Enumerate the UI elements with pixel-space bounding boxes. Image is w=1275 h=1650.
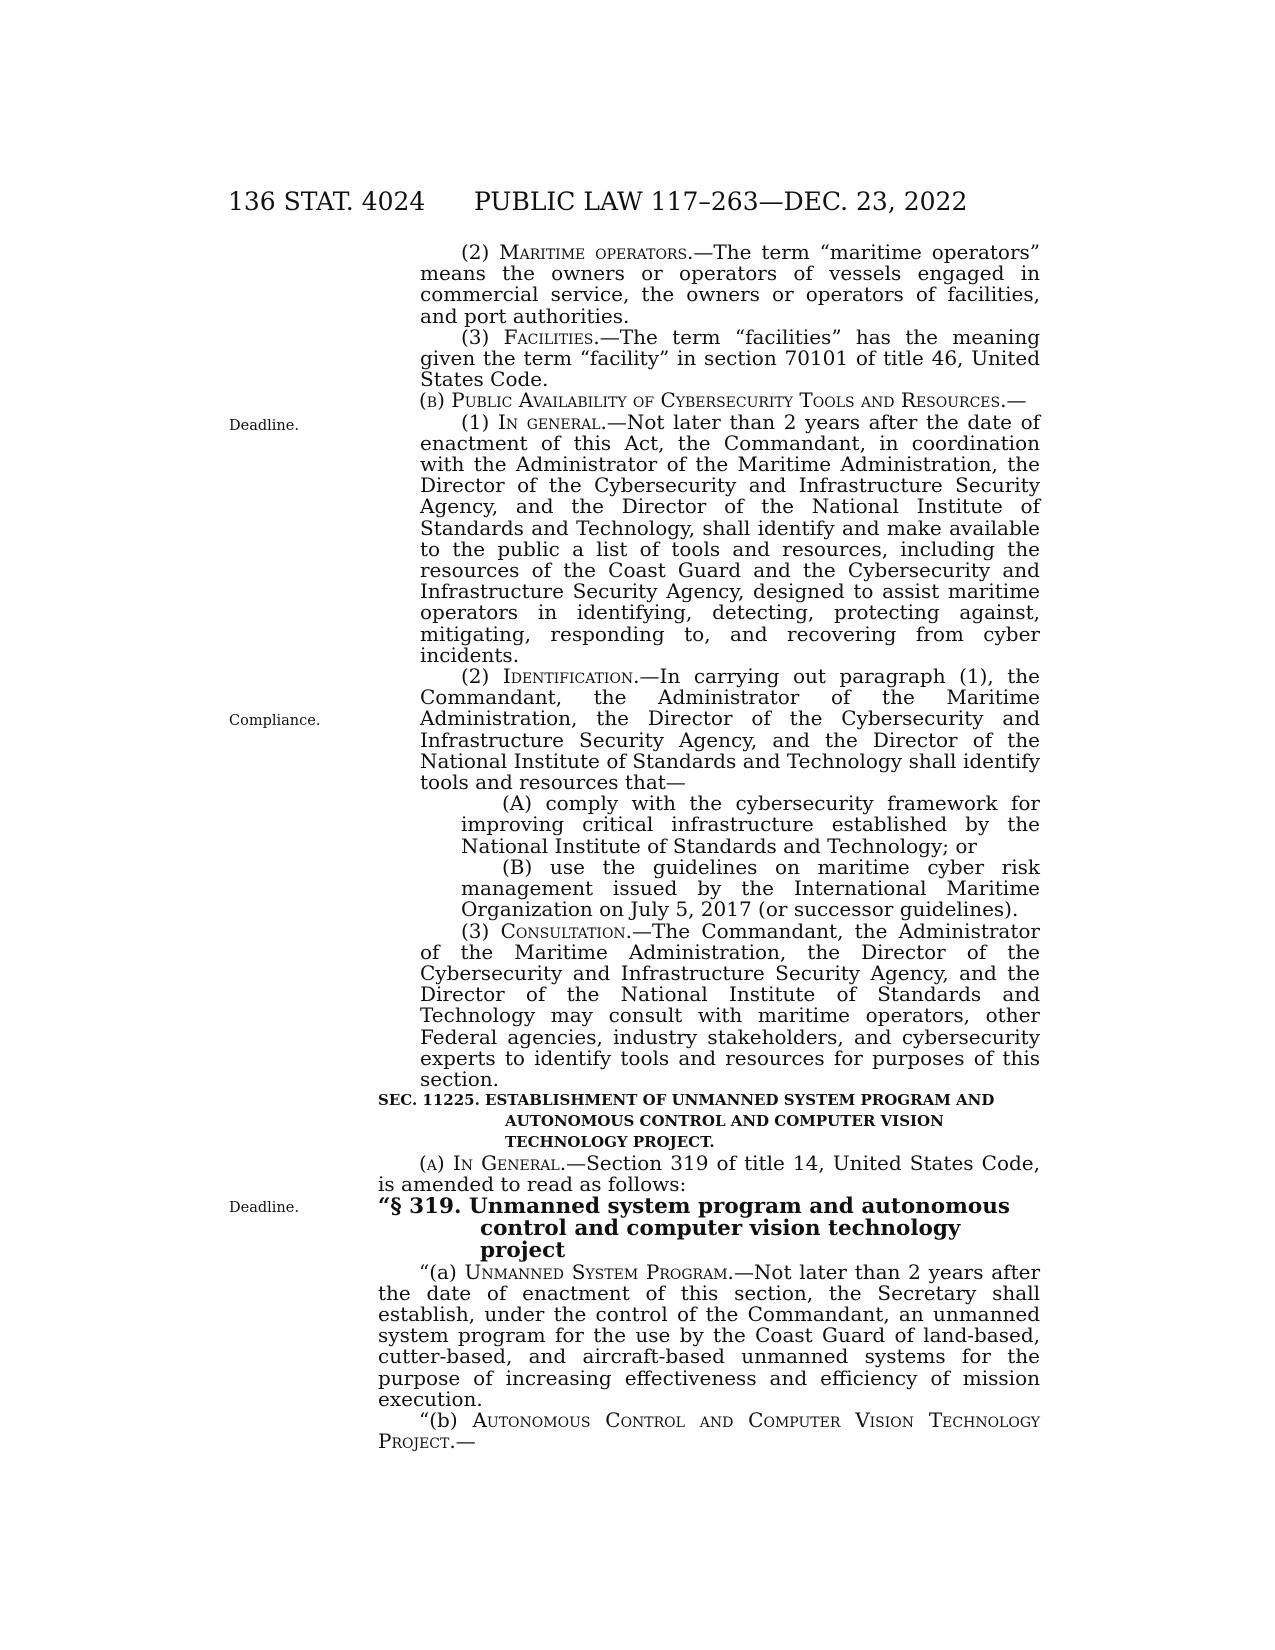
statute-body-text bbox=[378, 242, 1040, 1452]
subsection-heading: Unmanned System Program. bbox=[464, 1259, 734, 1284]
subsection-heading: (b) Public Availability of Cybersecurity Tools and Resources. bbox=[419, 388, 1007, 413]
margin-note-compliance: Compliance. bbox=[229, 713, 321, 729]
stat-page-reference: 136 STAT. 4024 bbox=[228, 187, 426, 216]
subsection-text: —Not later than 2 years after the date of enactment of this section, the Secretary shall establish, under the control of the Commandant, an unmanned system program for the use by the Coast Guard of land-based, cutter-based, and aircraft-based unmanned systems for the purpose of increasing effectiveness and efficiency of mission execution. bbox=[378, 1259, 1040, 1411]
subsection-prefix: “(a) bbox=[419, 1259, 465, 1284]
paragraph-heading: (3) Consultation. bbox=[461, 918, 633, 943]
paragraph-text: —The term “maritime operators” means the owners or operators of vessels engaged in commercial service, the owners or operators of facilities, and port authorities. bbox=[420, 240, 1041, 328]
paragraph-text: —The term “facilities” has the meaning given the term “facility” in section 70101 of title 46, United States Code. bbox=[420, 324, 1041, 392]
paragraph-heading: (1) In general. bbox=[461, 409, 607, 434]
margin-note-deadline: Deadline. bbox=[229, 418, 299, 434]
paragraph-heading: (2) Maritime operators. bbox=[461, 240, 694, 264]
subsection-heading: (a) In General. bbox=[419, 1151, 567, 1176]
section-heading: SEC. 11225. ESTABLISHMENT OF UNMANNED SYSTEM PROGRAM AND AUTONOMOUS CONTROL AND COMPUTER VISION TECHNOLOGY PROJECT. bbox=[378, 1091, 995, 1152]
subparagraph-b: (B) use the guidelines on maritime cyber risk management issued by the International Maritime Organization on July 5, 2017 (or successor guidelines). bbox=[461, 854, 1040, 922]
subparagraph-a: (A) comply with the cybersecurity framework for improving critical infrastructure established by the National Institute of Standards and Technology; or bbox=[461, 791, 1040, 858]
paragraph-consultation bbox=[378, 918, 1040, 1091]
quoted-subsection-b bbox=[378, 1407, 1041, 1454]
paragraph-heading: (2) Identification. bbox=[461, 664, 640, 689]
paragraph-in-general bbox=[378, 409, 1041, 667]
subsection-dash: — bbox=[455, 1429, 476, 1454]
paragraph-text: —In carrying out paragraph (1), the Commandant, the Administrator of the Maritime Administration, the Director of the Cybersecurity and Infrastructure Security Agency, and the Director of the National Institute of Standards and Technology shall identify tools and resources that— bbox=[420, 664, 1040, 795]
paragraph-identification bbox=[378, 666, 1040, 793]
subsection-b-heading bbox=[378, 390, 1040, 411]
paragraph-facilities bbox=[378, 324, 1041, 392]
section-319-heading: “§ 319. Unmanned system program and autonomous control and computer vision technology project bbox=[378, 1193, 1010, 1263]
paragraph-text: —Not later than 2 years after the date of enactment of this Act, the Commandant, in coordination with the Administrator of the Maritime Administration, the Director of the Cybersecurity and Infrastructure Security Agency, and the Director of the National Institute of Standards and Technology, shall identify and make available to the public a list of tools and resources, including the resources of the Coast Guard and the Cybersecurity and Infrastructure Security Agency, designed to assist maritime operators in identifying, detecting, protecting against, mitigating, responding to, and recovering from cyber incidents. bbox=[420, 409, 1041, 667]
page-header-title: PUBLIC LAW 117–263—DEC. 23, 2022 bbox=[474, 187, 968, 216]
subsection-prefix: “(b) bbox=[419, 1407, 473, 1432]
subsection-dash: — bbox=[1006, 388, 1027, 413]
paragraph-heading: (3) Facilities. bbox=[461, 324, 600, 349]
paragraph-maritime-operators bbox=[378, 242, 1040, 327]
subsection-text: —Section 319 of title 14, United States Code, is amended to read as follows: bbox=[378, 1151, 1040, 1197]
quoted-subsection-a bbox=[378, 1259, 1040, 1411]
paragraph-text: —The Commandant, the Administrator of the Maritime Administration, the Director of the Cybersecurity and Infrastructure Security Agency, and the Director of the National Institute of Standards and Technology may consult with maritime operators, other Federal agencies, industry stakeholders, and cybersecurity experts to identify tools and resources for purposes of this section. bbox=[420, 918, 1040, 1091]
margin-note-deadline-2: Deadline. bbox=[229, 1200, 299, 1216]
subsection-a-in-general bbox=[378, 1153, 1040, 1195]
subsection-heading: Autonomous Control and Computer Vision Technology Project. bbox=[378, 1407, 1041, 1454]
